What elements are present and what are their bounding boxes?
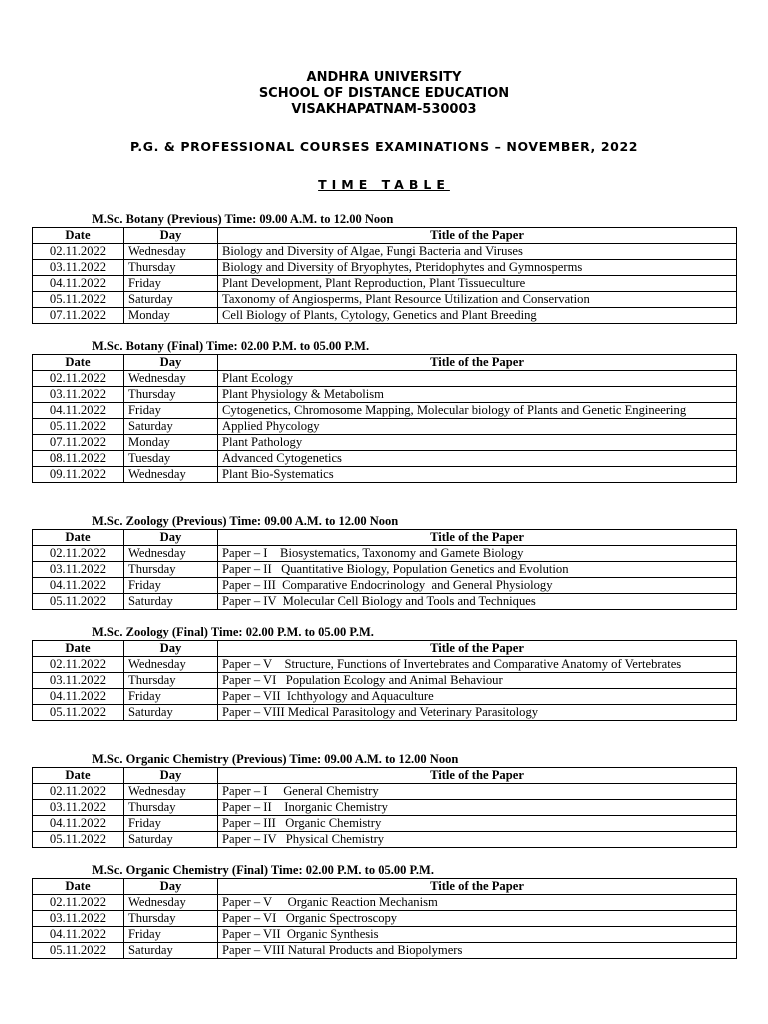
exam-date-cell: 04.11.2022 [33,927,124,943]
table-row [33,911,737,927]
table-header-row [33,879,737,895]
column-header-title: Title of the Paper [218,768,737,784]
exam-date-cell: 02.11.2022 [33,784,124,800]
table-row [33,451,737,467]
schedule-table [32,529,737,610]
table-row [33,800,737,816]
exam-day-cell: Saturday [124,292,218,308]
section-caption: M.Sc. Botany (Final) Time: 02.00 P.M. to 05.00 P.M. [92,339,370,353]
table-header-row [33,768,737,784]
table-header-row [33,228,737,244]
paper-title-cell: Paper – VII Ichthyology and Aquaculture [218,689,737,705]
paper-title-cell: Paper – V Organic Reaction Mechanism [218,895,737,911]
exam-date-cell: 02.11.2022 [33,371,124,387]
column-header-date: Date [33,768,124,784]
section-caption: M.Sc. Organic Chemistry (Previous) Time: 09.00 A.M. to 12.00 Noon [92,752,459,766]
table-row [33,419,737,435]
exam-date-cell: 03.11.2022 [33,387,124,403]
paper-title-cell: Paper – IV Physical Chemistry [218,832,737,848]
column-header-day: Day [124,228,218,244]
section-caption: M.Sc. Zoology (Final) Time: 02.00 P.M. to 05.00 P.M. [92,625,374,639]
exam-date-cell: 05.11.2022 [33,292,124,308]
table-row [33,673,737,689]
column-header-day: Day [124,879,218,895]
table-row [33,943,737,959]
table-row [33,784,737,800]
table-row [33,816,737,832]
exam-date-cell: 03.11.2022 [33,562,124,578]
paper-title-cell: Paper – V Structure, Functions of Invertebrates and Comparative Anatomy of Vertebrates [218,657,737,673]
paper-title-cell: Paper – VIII Medical Parasitology and Veterinary Parasitology [218,705,737,721]
table-row [33,705,737,721]
exam-day-cell: Friday [124,403,218,419]
column-header-day: Day [124,641,218,657]
paper-title-cell: Cytogenetics, Chromosome Mapping, Molecular biology of Plants and Genetic Engineering [218,403,737,419]
school-name: SCHOOL OF DISTANCE EDUCATION [258,86,510,101]
table-header-row [33,355,737,371]
paper-title-cell: Plant Physiology & Metabolism [218,387,737,403]
table-row [33,308,737,324]
exam-day-cell: Wednesday [124,546,218,562]
institution-header [0,70,768,118]
paper-title-cell: Plant Pathology [218,435,737,451]
table-row [33,562,737,578]
exam-day-cell: Saturday [124,419,218,435]
column-header-title: Title of the Paper [218,530,737,546]
table-row [33,689,737,705]
exam-day-cell: Saturday [124,832,218,848]
table-row [33,657,737,673]
exam-date-cell: 04.11.2022 [33,276,124,292]
paper-title-cell: Plant Development, Plant Reproduction, Plant Tissueculture [218,276,737,292]
exam-day-cell: Thursday [124,260,218,276]
column-header-title: Title of the Paper [218,228,737,244]
university-name: ANDHRA UNIVERSITY [306,70,462,85]
exam-date-cell: 05.11.2022 [33,943,124,959]
exam-section [32,862,736,959]
exam-date-cell: 03.11.2022 [33,673,124,689]
paper-title-cell: Paper – III Organic Chemistry [218,816,737,832]
exam-day-cell: Thursday [124,800,218,816]
exam-day-cell: Tuesday [124,451,218,467]
exam-date-cell: 05.11.2022 [33,419,124,435]
timetable-heading: TIME TABLE [318,177,450,192]
exam-day-cell: Thursday [124,387,218,403]
exam-date-cell: 04.11.2022 [33,578,124,594]
exam-date-cell: 02.11.2022 [33,895,124,911]
paper-title-cell: Plant Ecology [218,371,737,387]
paper-title-cell: Paper – VII Organic Synthesis [218,927,737,943]
schedule-table [32,767,737,848]
table-row [33,403,737,419]
section-caption: M.Sc. Botany (Previous) Time: 09.00 A.M. to 12.00 Noon [92,212,394,226]
paper-title-cell: Biology and Diversity of Bryophytes, Pteridophytes and Gymnosperms [218,260,737,276]
paper-title-cell: Applied Phycology [218,419,737,435]
schedule-table [32,640,737,721]
paper-title-cell: Paper – I Biosystematics, Taxonomy and Gamete Biology [218,546,737,562]
exam-date-cell: 04.11.2022 [33,689,124,705]
schedule-table [32,227,737,324]
schedule-table [32,354,737,483]
column-header-day: Day [124,355,218,371]
exam-day-cell: Saturday [124,705,218,721]
table-header-row [33,530,737,546]
exam-day-cell: Wednesday [124,784,218,800]
exam-day-cell: Monday [124,308,218,324]
exam-day-cell: Friday [124,689,218,705]
table-row [33,292,737,308]
exam-day-cell: Thursday [124,562,218,578]
exam-day-cell: Wednesday [124,371,218,387]
table-row [33,435,737,451]
paper-title-cell: Paper – VI Organic Spectroscopy [218,911,737,927]
exam-date-cell: 03.11.2022 [33,260,124,276]
section-caption: M.Sc. Zoology (Previous) Time: 09.00 A.M. to 12.00 Noon [92,514,399,528]
section-caption: M.Sc. Organic Chemistry (Final) Time: 02.00 P.M. to 05.00 P.M. [92,863,434,877]
paper-title-cell: Paper – II Inorganic Chemistry [218,800,737,816]
column-header-day: Day [124,768,218,784]
column-header-title: Title of the Paper [218,641,737,657]
column-header-title: Title of the Paper [218,355,737,371]
exam-day-cell: Saturday [124,594,218,610]
exam-day-cell: Thursday [124,673,218,689]
table-row [33,927,737,943]
city-pincode: VISAKHAPATNAM-530003 [291,102,477,117]
exam-date-cell: 05.11.2022 [33,705,124,721]
paper-title-cell: Paper – II Quantitative Biology, Population Genetics and Evolution [218,562,737,578]
exam-day-cell: Friday [124,927,218,943]
exam-date-cell: 04.11.2022 [33,403,124,419]
table-row [33,244,737,260]
paper-title-cell: Paper – III Comparative Endocrinology and General Physiology [218,578,737,594]
exam-date-cell: 05.11.2022 [33,594,124,610]
exam-day-cell: Saturday [124,943,218,959]
column-header-date: Date [33,228,124,244]
exam-section [32,338,736,483]
paper-title-cell: Biology and Diversity of Algae, Fungi Bacteria and Viruses [218,244,737,260]
exam-day-cell: Thursday [124,911,218,927]
paper-title-cell: Paper – IV Molecular Cell Biology and Tools and Techniques [218,594,737,610]
exam-section [32,624,736,721]
exam-day-cell: Friday [124,578,218,594]
column-header-date: Date [33,879,124,895]
column-header-title: Title of the Paper [218,879,737,895]
table-row [33,546,737,562]
paper-title-cell: Taxonomy of Angiosperms, Plant Resource Utilization and Conservation [218,292,737,308]
column-header-date: Date [33,355,124,371]
exam-section [32,211,736,324]
paper-title-cell: Paper – VIII Natural Products and Biopolymers [218,943,737,959]
exam-title: P.G. & PROFESSIONAL COURSES EXAMINATIONS – NOVEMBER, 2022 [129,139,639,154]
exam-day-cell: Monday [124,435,218,451]
paper-title-cell: Plant Bio-Systematics [218,467,737,483]
exam-date-cell: 03.11.2022 [33,800,124,816]
exam-day-cell: Wednesday [124,467,218,483]
table-row [33,260,737,276]
table-row [33,276,737,292]
table-row [33,832,737,848]
paper-title-cell: Paper – VI Population Ecology and Animal Behaviour [218,673,737,689]
table-row [33,387,737,403]
exam-date-cell: 07.11.2022 [33,308,124,324]
exam-date-cell: 08.11.2022 [33,451,124,467]
exam-day-cell: Wednesday [124,895,218,911]
exam-date-cell: 09.11.2022 [33,467,124,483]
table-row [33,594,737,610]
exam-date-cell: 02.11.2022 [33,244,124,260]
exam-section [32,513,736,610]
table-row [33,467,737,483]
table-row [33,371,737,387]
table-header-row [33,641,737,657]
table-row [33,578,737,594]
exam-date-cell: 02.11.2022 [33,657,124,673]
exam-date-cell: 07.11.2022 [33,435,124,451]
paper-title-cell: Paper – I General Chemistry [218,784,737,800]
exam-day-cell: Friday [124,816,218,832]
exam-day-cell: Friday [124,276,218,292]
exam-date-cell: 04.11.2022 [33,816,124,832]
column-header-date: Date [33,530,124,546]
column-header-day: Day [124,530,218,546]
table-row [33,895,737,911]
column-header-date: Date [33,641,124,657]
exam-section [32,751,736,848]
paper-title-cell: Cell Biology of Plants, Cytology, Genetics and Plant Breeding [218,308,737,324]
exam-date-cell: 03.11.2022 [33,911,124,927]
schedule-table [32,878,737,959]
exam-day-cell: Wednesday [124,244,218,260]
paper-title-cell: Advanced Cytogenetics [218,451,737,467]
exam-day-cell: Wednesday [124,657,218,673]
exam-date-cell: 02.11.2022 [33,546,124,562]
exam-date-cell: 05.11.2022 [33,832,124,848]
